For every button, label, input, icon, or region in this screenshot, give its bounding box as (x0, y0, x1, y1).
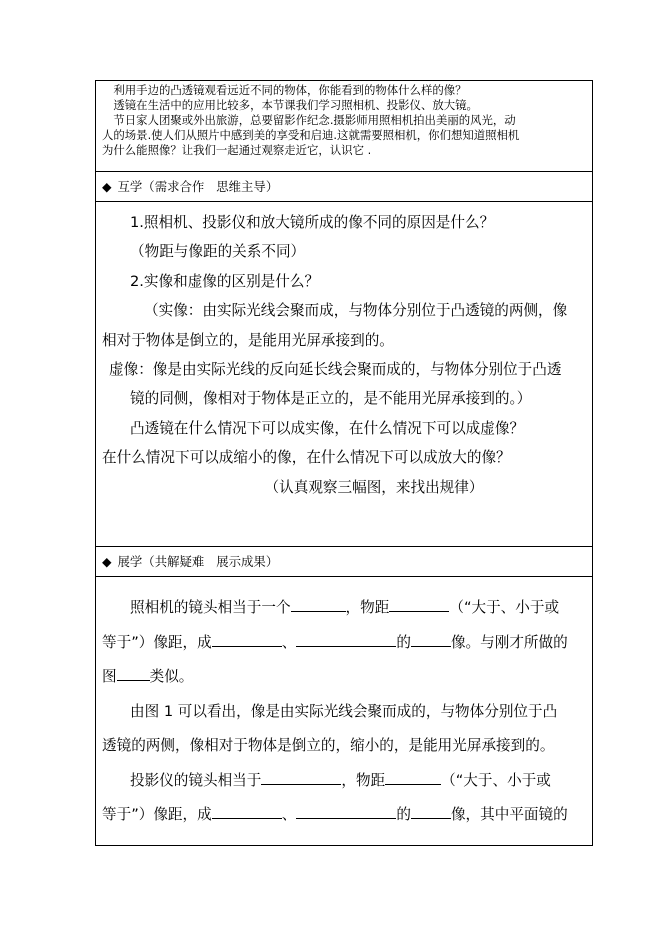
projector-paragraph-line (102, 798, 586, 833)
question-3-line: 凸透镜在什么情况下可以成实像，在什么情况下可以成虚像？ (130, 419, 525, 437)
text-fragment: 图 (102, 668, 117, 685)
section-header-huxue (96, 172, 592, 202)
intro-line: 利用手边的凸透镜观看远近不同的物体，你能看到的物体什么样的像？ (113, 83, 467, 97)
section-title: 展学（共解疑难 (117, 554, 205, 569)
question-2: 2.实像和虚像的区别是什么？ (130, 272, 320, 290)
intro-line: 透镜在生活中的应用比较多，本节课我们学习照相机、投影仪、放大镜。 (113, 98, 478, 112)
answer-1: （物距与像距的关系不同） (130, 243, 306, 261)
answer-2-line: 虚像：像是由实际光线的反向延长线会聚而成的，与物体分别位于凸透 (109, 361, 562, 379)
section-subtitle: 思维主导） (216, 179, 279, 194)
fill-blank[interactable] (411, 804, 451, 819)
text-fragment: 、 (281, 633, 297, 651)
text-fragment: 的 (396, 633, 411, 651)
fill-blank[interactable] (117, 666, 150, 681)
text-fragment: （“大于、小于或 (449, 599, 560, 616)
figure-paragraph-line: 由图 1 可以看出，像是由实际光线会聚而成的，与物体分别位于凸 (130, 702, 558, 720)
diamond-icon: ◆ (102, 554, 112, 569)
question-3-line: 在什么情况下可以成缩小的像，在什么情况下可以成放大的像？ (102, 449, 511, 467)
projector-paragraph-line (102, 764, 586, 799)
show-section (96, 577, 592, 845)
section-subtitle: 展示成果） (216, 554, 279, 569)
intro-section (96, 81, 592, 172)
answer-2-line: 镜的同侧，像相对于物体是正立的，是不能用光屏承接到的。） (130, 390, 532, 408)
qa-section (96, 202, 592, 547)
text-fragment: 投影仪的镜头相当于 (130, 771, 262, 789)
fill-blank[interactable] (261, 770, 341, 785)
text-fragment: 类似。 (149, 668, 194, 685)
fill-blank[interactable] (291, 597, 346, 612)
fill-blank[interactable] (389, 597, 449, 612)
section-title: 互学（需求合作 (117, 179, 205, 194)
text-fragment: 等于”）像距，成 (102, 806, 212, 823)
fill-blank[interactable] (411, 632, 451, 647)
fill-blank[interactable] (296, 632, 396, 647)
section-header-zhanxue (96, 547, 592, 577)
intro-line: 节日家人团聚或外出旅游，总要留影作纪念.摄影师用照相机拍出美丽的风光，动 (113, 113, 516, 127)
diamond-icon: ◆ (102, 179, 112, 194)
figure-paragraph-line: 透镜的两侧，像相对于物体是倒立的，缩小的，是能用光屏承接到的。 (102, 737, 555, 754)
text-fragment: 像。与刚才所做的 (450, 633, 568, 651)
worksheet-table (95, 80, 593, 846)
fill-blank[interactable] (385, 770, 441, 785)
text-fragment: （“大于、小于或 (441, 771, 551, 789)
question-3-hint: （认真观察三幅图，来找出规律） (264, 478, 484, 496)
camera-paragraph-line (102, 626, 586, 661)
fill-blank[interactable] (212, 804, 282, 819)
camera-paragraph-line (102, 591, 586, 626)
text-fragment: 的 (396, 806, 411, 823)
fill-blank[interactable] (212, 632, 282, 647)
question-1: 1.照相机、投影仪和放大镜所成的像不同的原因是什么？ (130, 214, 495, 231)
answer-2-line: （实像：由实际光线会聚而成，与物体分别位于凸透镜的两侧，像 (144, 302, 568, 320)
text-fragment: 、 (281, 806, 297, 823)
text-fragment: ，物距 (341, 771, 386, 789)
text-fragment: 照相机的镜头相当于一个 (130, 599, 291, 616)
answer-2-line: 相对于物体是倒立的，是能用光屏承接到的。 (102, 331, 394, 349)
text-fragment: ，物距 (345, 599, 390, 616)
fill-blank[interactable] (296, 804, 396, 819)
intro-line: 为什么能照像？让我们一起通过观察走近它，认识它 . (102, 143, 372, 157)
text-fragment: 等于”）像距，成 (102, 633, 212, 651)
text-fragment: 像，其中平面镜的 (450, 806, 568, 823)
camera-paragraph-line (102, 660, 586, 695)
intro-line: 人的场景.使人们从照片中感到美的享受和启迪.这就需要照相机，你们想知道照相机 (102, 128, 520, 142)
